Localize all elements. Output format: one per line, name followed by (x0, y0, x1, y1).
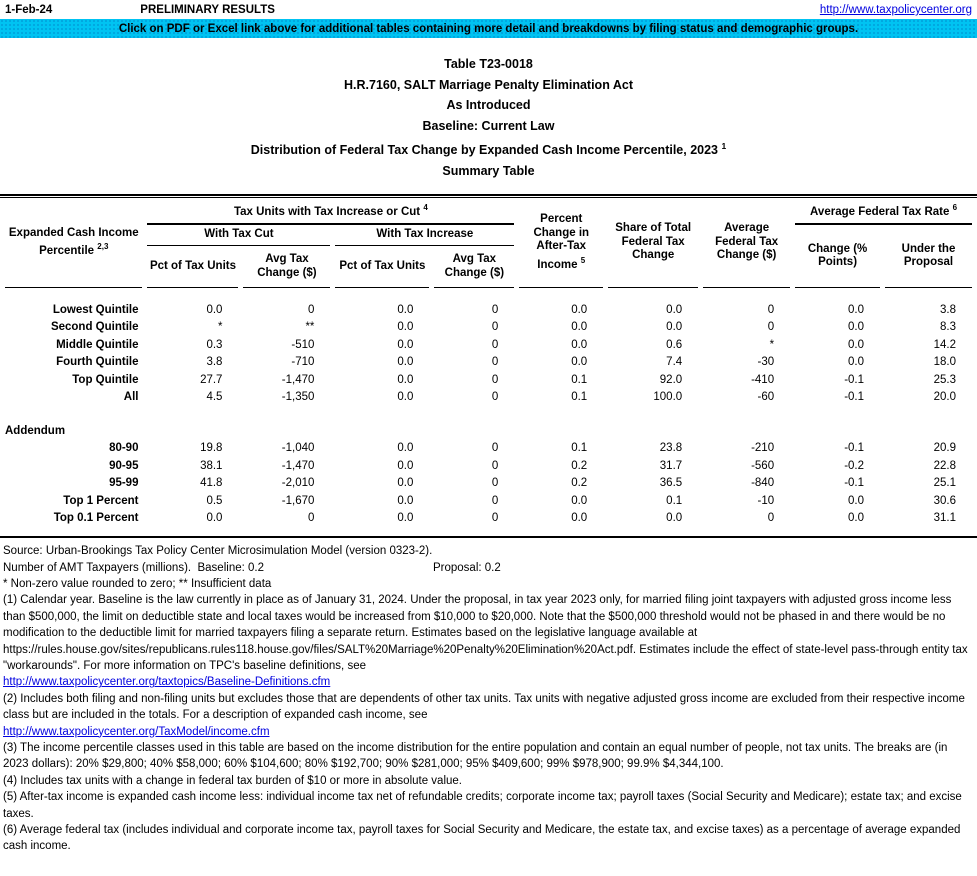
footnote-4: (4) Includes tax units with a change in federal tax burden of $10 or more in absolute value. (3, 774, 462, 787)
col-header-avg-federal-tax-change: Average Federal Tax Change ($) (703, 198, 790, 288)
cell-rate-under-proposal: 25.1 (933, 477, 956, 490)
cell-inc-avg-change: 0 (491, 391, 499, 404)
cell-avg-federal-tax-change: -60 (757, 391, 775, 404)
col-header-inc-avg-change: Avg Tax Change ($) (434, 246, 514, 288)
cell-cut-avg-change: -1,350 (281, 391, 315, 404)
cell-cut-avg-change: -1,470 (281, 373, 315, 386)
cell-cut-avg-change: -710 (291, 356, 315, 369)
cell-inc-avg-change: 0 (491, 477, 499, 490)
table-header (5, 198, 972, 288)
addendum-header-row (5, 422, 972, 440)
header-body-spacer (5, 288, 972, 301)
table-row (5, 510, 972, 528)
legend-line: * Non-zero value rounded to zero; ** Insufficient data (3, 577, 272, 590)
baseline-title: Baseline: Current Law (422, 118, 555, 133)
row-label: Middle Quintile (56, 338, 139, 351)
addendum-label: Addendum (5, 424, 66, 437)
amt-baseline: Number of AMT Taxpayers (millions). Baseline: 0.2 (3, 561, 264, 574)
cell-cut-pct-units: 41.8 (200, 477, 223, 490)
baseline-definitions-link[interactable]: http://www.taxpolicycenter.org/taxtopics/Baseline-Definitions.cfm (3, 676, 331, 689)
cell-cut-avg-change: -2,010 (281, 477, 315, 490)
summary-table-title: Summary Table (442, 163, 535, 178)
addendum-spacer (5, 406, 972, 422)
cell-rate-under-proposal: 20.9 (933, 442, 956, 455)
cell-inc-pct-units: 0.0 (397, 477, 414, 490)
cell-share-total: 7.4 (666, 356, 683, 369)
cell-rate-change-points: -0.1 (844, 373, 865, 386)
cell-share-total: 23.8 (659, 442, 683, 455)
cell-rate-change-points: -0.2 (844, 459, 865, 472)
cell-cut-avg-change: 0 (307, 303, 315, 316)
cell-inc-pct-units: 0.0 (397, 391, 414, 404)
cell-avg-federal-tax-change: * (769, 338, 775, 351)
cell-avg-federal-tax-change: -30 (757, 356, 775, 369)
cell-inc-avg-change: 0 (491, 321, 499, 334)
col-header-share-total: Share of Total Federal Tax Change (608, 198, 698, 288)
cell-pct-change-after-tax: 0.0 (571, 494, 588, 507)
title-block (0, 54, 977, 181)
cell-cut-pct-units: 0.3 (206, 338, 223, 351)
cell-pct-change-after-tax: 0.0 (571, 303, 588, 316)
cell-rate-change-points: -0.1 (844, 442, 865, 455)
cell-share-total: 0.1 (666, 494, 683, 507)
cell-cut-pct-units: 0.0 (206, 303, 223, 316)
row-label: All (123, 391, 139, 404)
cell-share-total: 0.0 (666, 321, 683, 334)
table-row (5, 475, 972, 493)
col-group-with-tax-increase: With Tax Increase (335, 225, 514, 246)
cell-avg-federal-tax-change: -10 (757, 494, 775, 507)
table-number-title: Table T23-0018 (444, 57, 533, 71)
preliminary-results-label: PRELIMINARY RESULTS (140, 4, 275, 16)
cell-inc-avg-change: 0 (491, 494, 499, 507)
row-label: 80-90 (109, 442, 139, 455)
footnote-5: (5) After-tax income is expanded cash income less: individual income tax net of refundable credits; corporate income tax; payroll taxes (Social Security and Medicare); estate tax; and excise taxes. (3, 791, 962, 820)
cell-cut-pct-units: 0.5 (206, 494, 223, 507)
cell-rate-under-proposal: 25.3 (933, 373, 956, 386)
row-label: 90-95 (109, 459, 139, 472)
row-label: Top Quintile (72, 373, 139, 386)
cell-rate-under-proposal: 18.0 (933, 356, 956, 369)
row-label: Fourth Quintile (56, 356, 139, 369)
col-group-avg-federal-tax-rate: Average Federal Tax Rate $^6$ (795, 198, 972, 225)
cell-share-total: 92.0 (659, 373, 683, 386)
footnote-ref-5: 5 (580, 255, 586, 265)
income-definition-link[interactable]: http://www.taxpolicycenter.org/TaxModel/income.cfm (3, 725, 270, 738)
cell-avg-federal-tax-change: 0 (767, 321, 775, 334)
cell-cut-pct-units: 4.5 (206, 391, 223, 404)
cell-cut-pct-units: 38.1 (200, 459, 223, 472)
amt-proposal: Proposal: 0.2 (433, 561, 501, 574)
cell-inc-pct-units: 0.0 (397, 459, 414, 472)
cell-rate-change-points: 0.0 (848, 321, 865, 334)
cell-cut-pct-units: 3.8 (206, 356, 223, 369)
cell-rate-under-proposal: 3.8 (940, 303, 956, 316)
col-group-with-tax-cut: With Tax Cut (147, 225, 330, 246)
col-group-tax-units: Tax Units with Tax Increase or Cut $^4$ (147, 198, 514, 225)
cell-pct-change-after-tax: 0.0 (571, 356, 588, 369)
cell-pct-change-after-tax: 0.1 (571, 442, 588, 455)
cell-inc-pct-units: 0.0 (397, 442, 414, 455)
cell-inc-avg-change: 0 (491, 459, 499, 472)
col-header-rate-change-points: Change (% Points) (795, 225, 880, 288)
cell-cut-pct-units: 0.0 (206, 512, 223, 525)
table-row (5, 354, 972, 372)
cell-rate-change-points: -0.1 (844, 391, 865, 404)
table-bottom-rule (0, 536, 977, 538)
footnote-3: (3) The income percentile classes used in this table are based on the income distribution for the entire population and contain an equal number of people, not tax units. The breaks are (in 2023 dollars): 20% $29,800; 40% $58,000; 60% $104,600; 80% $192,700; 90% $281,000; 95% $409,600; 99% $978,900; 99.9% $4,344,100. (3, 742, 948, 771)
table-row (5, 319, 972, 337)
table-row (5, 371, 972, 389)
cell-rate-change-points: 0.0 (848, 512, 865, 525)
cell-avg-federal-tax-change: -840 (751, 477, 775, 490)
cell-inc-avg-change: 0 (491, 512, 499, 525)
footnote-6: (6) Average federal tax (includes individual and corporate income tax, payroll taxes for Social Security and Medicare, the estate tax, and excise taxes) as a percentage of average expanded cash income. (3, 824, 961, 853)
cell-inc-avg-change: 0 (491, 338, 499, 351)
cell-rate-under-proposal: 30.6 (933, 494, 956, 507)
cell-avg-federal-tax-change: -210 (751, 442, 775, 455)
col-header-cut-pct-units: Pct of Tax Units (147, 246, 238, 288)
footnote-ref-2-3: 2,3 (97, 242, 109, 252)
distribution-title: Distribution of Federal Tax Change by Expanded Cash Income Percentile, 2023 $^1$ (250, 141, 727, 158)
footnote-ref-6: 6 (952, 203, 958, 213)
table-row (5, 492, 972, 510)
cell-rate-under-proposal: 8.3 (940, 321, 956, 334)
cell-rate-under-proposal: 22.8 (933, 459, 956, 472)
cell-inc-pct-units: 0.0 (397, 373, 414, 386)
cell-inc-avg-change: 0 (491, 356, 499, 369)
footnote-2: (2) Includes both filing and non-filing units but excludes those that are dependents of other tax units. Tax units with negative adjusted gross income are excluded from their respective income class but are included in the totals. For a description of expanded cash income, see (3, 692, 965, 722)
cell-rate-change-points: -0.1 (844, 477, 865, 490)
cell-pct-change-after-tax: 0.0 (571, 512, 588, 525)
cell-cut-pct-units: 19.8 (200, 442, 223, 455)
col-header-rate-under-proposal: Under the Proposal (885, 225, 972, 288)
cell-share-total: 0.0 (666, 512, 683, 525)
cell-share-total: 100.0 (653, 391, 683, 404)
cell-inc-pct-units: 0.0 (397, 512, 414, 525)
table-row (5, 389, 972, 407)
cell-inc-avg-change: 0 (491, 373, 499, 386)
row-label: Top 0.1 Percent (53, 512, 139, 525)
cell-share-total: 31.7 (659, 459, 683, 472)
col-header-percentile: Expanded Cash Income Percentile $^{2,3}$ (5, 198, 142, 288)
row-label: Lowest Quintile (52, 303, 139, 316)
cell-inc-pct-units: 0.0 (397, 356, 414, 369)
taxpolicycenter-link[interactable]: http://www.taxpolicycenter.org (819, 4, 972, 16)
col-header-cut-avg-change: Avg Tax Change ($) (243, 246, 330, 288)
cell-cut-avg-change: ** (305, 321, 315, 334)
stage-title: As Introduced (446, 98, 531, 112)
cell-avg-federal-tax-change: -410 (751, 373, 775, 386)
info-banner-text: Click on PDF or Excel link above for additional tables containing more detail and breakdowns by filing status and demographic groups. (118, 22, 859, 35)
cell-rate-change-points: 0.0 (848, 356, 865, 369)
cell-pct-change-after-tax: 0.2 (571, 477, 588, 490)
cell-avg-federal-tax-change: 0 (767, 303, 775, 316)
cell-share-total: 0.6 (666, 338, 683, 351)
cell-rate-under-proposal: 14.2 (933, 338, 956, 351)
table-row (5, 336, 972, 354)
cell-rate-change-points: 0.0 (848, 494, 865, 507)
cell-cut-avg-change: 0 (307, 512, 315, 525)
row-label: Top 1 Percent (63, 494, 139, 507)
cell-cut-pct-units: 27.7 (200, 373, 223, 386)
table-row (5, 440, 972, 458)
footnote-1: (1) Calendar year. Baseline is the law currently in place as of January 31, 2024. Under the proposal, in tax year 2023 only, for married filing joint taxpayers with adjusted gross income less than $500,000, the limit on deductible state and local taxes would be increased from $10,000 to $20,000. Note that the $500,000 threshold would not be phased in and there would be no modification to the deductible limit for married taxpayers filing a separate return. Estimates based on the legislative language available at https://rules.house.gov/sites/republicans.rules118.house.gov/files/SALT%20Marriage%20Penalty%20Elimination%20Act.pdf. Estimates include the effect of state-level pass-through entity tax "workarounds". For more information on TPC's baseline definitions, see (3, 594, 968, 672)
cell-cut-avg-change: -1,040 (281, 442, 315, 455)
row-label: Second Quintile (50, 321, 139, 334)
bill-title: H.R.7160, SALT Marriage Penalty Elimination Act (344, 77, 633, 92)
cell-cut-avg-change: -1,470 (281, 459, 315, 472)
distribution-table (0, 198, 977, 527)
addendum-rows (5, 440, 972, 528)
cell-pct-change-after-tax: 0.1 (571, 373, 588, 386)
cell-cut-avg-change: -510 (291, 338, 315, 351)
cell-inc-pct-units: 0.0 (397, 321, 414, 334)
cell-share-total: 36.5 (659, 477, 683, 490)
report-date: 1-Feb-24 (5, 4, 53, 16)
cell-rate-under-proposal: 31.1 (933, 512, 956, 525)
table-row (5, 457, 972, 475)
amt-line (3, 560, 974, 576)
cell-avg-federal-tax-change: 0 (767, 512, 775, 525)
cell-pct-change-after-tax: 0.0 (571, 321, 588, 334)
cell-rate-change-points: 0.0 (848, 303, 865, 316)
cell-share-total: 0.0 (666, 303, 683, 316)
footnote-ref-4: 4 (423, 203, 428, 213)
cell-rate-change-points: 0.0 (848, 338, 865, 351)
top-bar (0, 0, 977, 18)
footnote-ref-1: 1 (721, 141, 727, 151)
cell-rate-under-proposal: 20.0 (933, 391, 956, 404)
footnotes (0, 543, 977, 855)
quintile-rows (5, 301, 972, 406)
info-banner (0, 19, 977, 38)
row-label: 95-99 (109, 477, 139, 490)
cell-inc-avg-change: 0 (491, 303, 499, 316)
col-header-pct-change-after-tax-income: Percent Change in After-Tax Income $^5$ (519, 198, 603, 288)
cell-cut-pct-units: * (217, 321, 223, 334)
cell-inc-avg-change: 0 (491, 442, 499, 455)
cell-inc-pct-units: 0.0 (397, 303, 414, 316)
cell-avg-federal-tax-change: -560 (751, 459, 775, 472)
cell-pct-change-after-tax: 0.2 (571, 459, 588, 472)
cell-inc-pct-units: 0.0 (397, 494, 414, 507)
cell-pct-change-after-tax: 0.1 (571, 391, 588, 404)
col-header-inc-pct-units: Pct of Tax Units (335, 246, 429, 288)
source-line: Source: Urban-Brookings Tax Policy Center Microsimulation Model (version 0323-2). (3, 545, 433, 558)
cell-pct-change-after-tax: 0.0 (571, 338, 588, 351)
cell-cut-avg-change: -1,670 (281, 494, 315, 507)
table-row (5, 301, 972, 319)
cell-inc-pct-units: 0.0 (397, 338, 414, 351)
